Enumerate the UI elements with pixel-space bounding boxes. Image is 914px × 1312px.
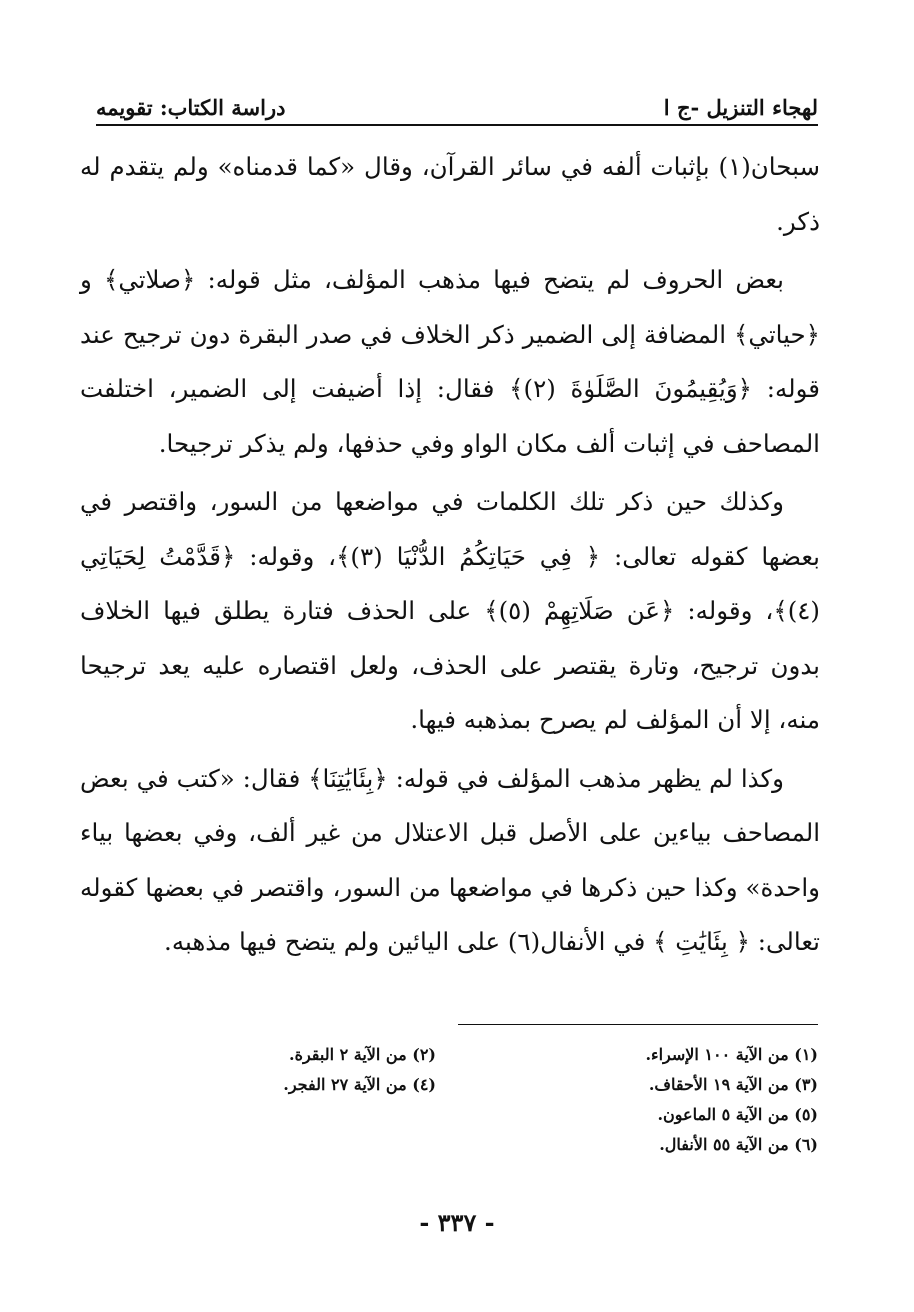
footnote-4: (٤) من الآية ٢٧ الفجر. — [283, 1075, 436, 1094]
footnotes-left-column — [96, 1040, 436, 1160]
paragraph-4: وكذا لم يظهر مذهب المؤلف في قوله: ﴿بِئَايَٰتِنَا﴾ فقال: «كتب في بعض المصاحف بياءين على الأصل قبل الاعتلال من غير ألف، وفي بعضها بياء واحدة» وكذا حين ذكرها في مواضعها من السور، واقتصر في بعضها كقوله تعالى: ﴿ بِئَايَٰتِ ﴾ في الأنفال(٦) على اليائين ولم يتضح فيها مذهبه. — [80, 763, 820, 956]
footnotes — [96, 1040, 818, 1160]
footnote-2: (٢) من الآية ٢ البقرة. — [289, 1045, 436, 1064]
paragraph-1: سبحان(١) بإثبات ألفه في سائر القرآن، وقال «كما قدمناه» ولم يتقدم له ذكر. — [80, 152, 820, 236]
header-section-title: دراسة الكتاب: تقويمه — [96, 95, 286, 120]
footnote-1: (١) من الآية ١٠٠ الإسراء. — [645, 1045, 818, 1064]
page-number: - ٣٣٧ - — [419, 1208, 495, 1237]
running-header — [96, 80, 818, 120]
footnote-5: (٥) من الآية ٥ الماعون. — [657, 1105, 818, 1124]
paragraph-3: وكذلك حين ذكر تلك الكلمات في مواضعها من السور، واقتصر في بعضها كقوله تعالى: ﴿ فِي حَيَاتِكُمُ الدُّنْيَا (٣)﴾، وقوله: ﴿قَدَّمْتُ لِحَيَاتِي (٤)﴾، وقوله: ﴿عَن صَلَاتِهِمْ (٥)﴾ على الحذف فتارة يطلق فيها الخلاف بدون ترجيح، وتارة يقتصر على الحذف، ولعل اقتصاره عليه يعد ترجيحا منه، إلا أن المؤلف لم يصرح بمذهبه فيها. — [80, 487, 820, 734]
main-text — [80, 140, 820, 974]
footnote-divider — [458, 1024, 818, 1025]
footnote-3: (٣) من الآية ١٩ الأحقاف. — [648, 1075, 818, 1094]
footnote-6: (٦) من الآية ٥٥ الأنفال. — [659, 1135, 818, 1154]
paragraph-2: بعض الحروف لم يتضح فيها مذهب المؤلف، مثل قوله: ﴿صلاتي﴾ و ﴿حياتي﴾ المضافة إلى الضمير ذكر الخلاف في صدر البقرة دون ترجيح عند قوله: ﴿وَيُقِيمُونَ الصَّلَوٰةَ (٢)﴾ فقال: إذا أضيفت إلى الضمير، اختلفت المصاحف في إثبات ألف مكان الواو وفي حذفها، ولم يذكر ترجيحا. — [80, 265, 820, 458]
header-book-title: لهجاء التنزيل -ج ا — [663, 95, 818, 120]
header-divider — [96, 124, 818, 126]
footnotes-right-column — [478, 1040, 818, 1160]
